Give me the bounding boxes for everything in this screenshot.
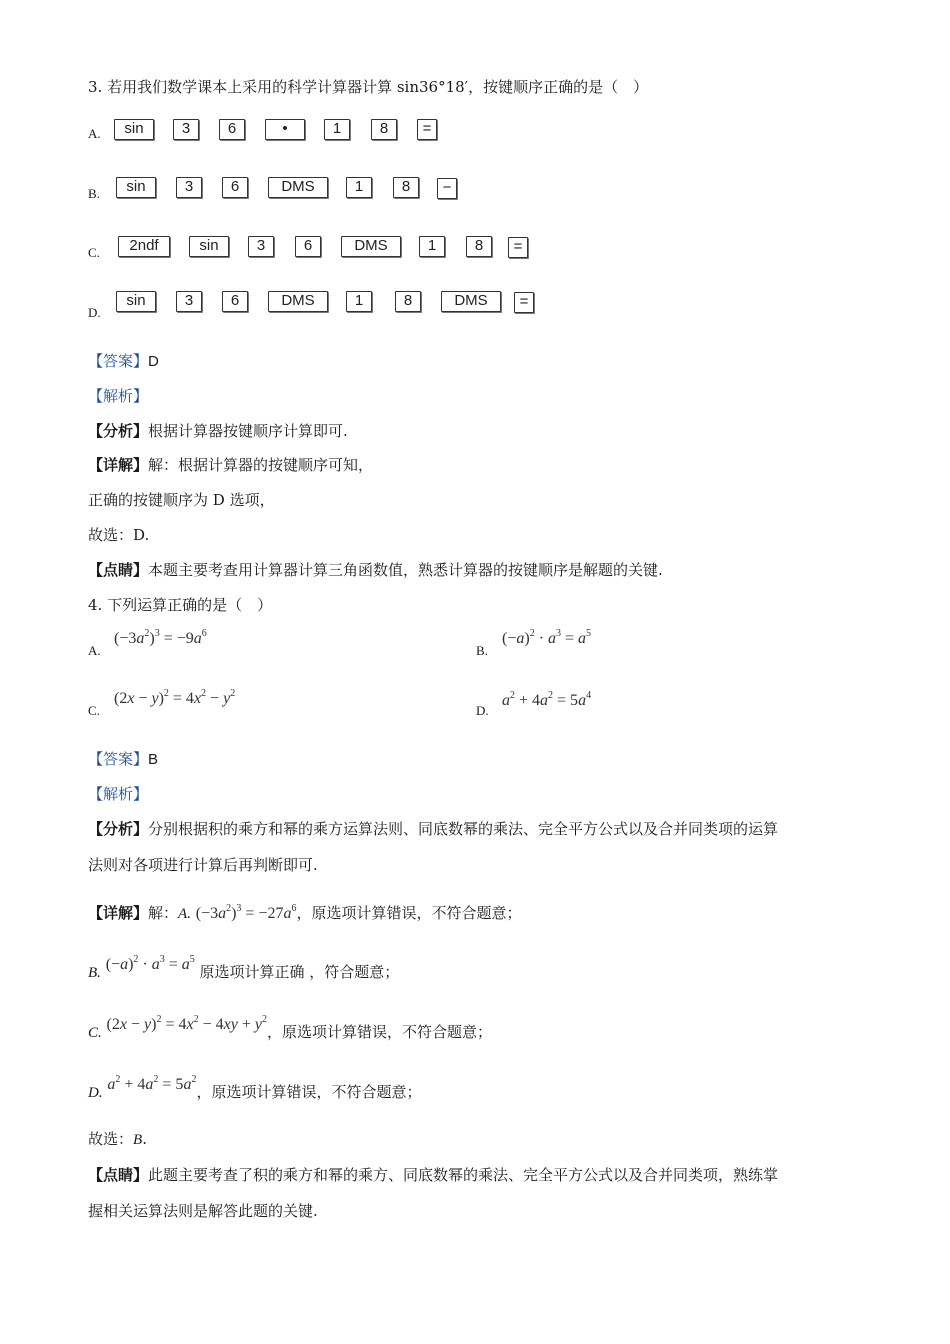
- detail-c-letter: C.: [88, 1025, 102, 1041]
- q4-option-c-letter: C.: [88, 703, 100, 718]
- detail-b-letter: B.: [88, 965, 101, 981]
- detail-prefix: 解：: [148, 904, 179, 922]
- key-dot: •: [265, 119, 305, 140]
- q3-option-b-letter: B.: [88, 186, 100, 201]
- dianjing-text: 此题主要考查了积的乘方和幂的乘方、同底数幂的乘法、完全平方公式以及合并同类项，熟练掌: [148, 1166, 779, 1184]
- q3-detail-line2: 正确的按键顺序为 D 选项，: [88, 491, 275, 509]
- detail-a-text: ，原选项计算错误，不符合题意；: [296, 904, 522, 922]
- choose-prefix: 故选：: [88, 1130, 134, 1148]
- key-sin: sin: [116, 177, 156, 198]
- q4-option-d-letter: D.: [476, 703, 489, 718]
- detail-c-formula: $(2x - y)^2 = 4x^2 - 4xy + y^2$: [106, 1014, 267, 1033]
- q3-choose: 故选：D.: [88, 526, 150, 544]
- key-3: 3: [248, 236, 274, 257]
- q4-option-a-letter: A.: [88, 643, 101, 658]
- fenxi-text: 根据计算器按键顺序计算即可.: [148, 422, 348, 440]
- q4-analysis-tag: 【解析】: [88, 785, 149, 803]
- q4-option-d-formula: $a^2 + 4a^2 = 5a^4$: [502, 690, 592, 709]
- key-sin: sin: [116, 291, 156, 312]
- key-equals: =: [417, 119, 437, 140]
- key-minus: −: [437, 178, 457, 199]
- key-6: 6: [219, 119, 245, 140]
- key-1: 1: [324, 119, 350, 140]
- q4-fenxi-line2: 法则对各项进行计算后再判断即可.: [88, 856, 318, 874]
- choose-suffix: .: [142, 1130, 147, 1148]
- key-8: 8: [393, 177, 419, 198]
- q4-option-b-letter: B.: [476, 643, 488, 658]
- choose-letter: B: [133, 1132, 143, 1148]
- detail-d-text: ，原选项计算错误，不符合题意；: [196, 1083, 422, 1101]
- q4-option-c-formula: $(2x - y)^2 = 4x^2 - y^2$: [114, 688, 236, 707]
- q3-dianjing: [88, 559, 663, 580]
- fenxi-text: 分别根据积的乘方和幂的乘方运算法则、同底数幂的乘法、完全平方公式以及合并同类项的运算: [148, 820, 779, 838]
- key-1: 1: [419, 236, 445, 257]
- key-3: 3: [173, 119, 199, 140]
- q4-dianjing-line2: 握相关运算法则是解答此题的关键.: [88, 1202, 318, 1220]
- detail-b-formula: $(-a)^2 \cdot a^3 = a^5$: [105, 954, 195, 973]
- key-8: 8: [395, 291, 421, 312]
- key-2ndf: 2ndf: [118, 236, 170, 257]
- fenxi-tag: 【分析】: [88, 422, 149, 440]
- key-8: 8: [466, 236, 492, 257]
- dianjing-tag: 【点睛】: [88, 561, 149, 579]
- detail-tag: 【详解】: [88, 456, 149, 474]
- detail-b-text: 原选项计算正确 ，符合题意；: [199, 963, 400, 981]
- detail-text: 解：根据计算器的按键顺序可知，: [148, 456, 374, 474]
- detail-tag: 【详解】: [88, 904, 149, 922]
- q3-answer: [88, 350, 159, 371]
- q4-detail-b: [88, 954, 400, 982]
- q4-option-b-formula: $(-a)^2 \cdot a^3 = a^5$: [502, 628, 592, 647]
- detail-a-formula: $(-3a^2)^3 = -27a^6$: [195, 903, 297, 922]
- key-dms: DMS: [341, 236, 401, 257]
- key-1: 1: [346, 177, 372, 198]
- answer-value: B: [148, 751, 159, 768]
- detail-d-letter: D.: [88, 1085, 103, 1101]
- q4-choose: [88, 1128, 147, 1149]
- detail-d-formula: $a^2 + 4a^2 = 5a^2$: [107, 1074, 197, 1093]
- dianjing-tag: 【点睛】: [88, 1166, 149, 1184]
- q4-fenxi: [88, 818, 778, 839]
- answer-value: D: [148, 353, 159, 370]
- q3-option-d-letter: D.: [88, 305, 101, 320]
- key-sin: sin: [189, 236, 229, 257]
- detail-c-text: ，原选项计算错误，不符合题意；: [266, 1023, 492, 1041]
- q3-detail: [88, 454, 373, 475]
- q4-stem: 4. 下列运算正确的是（ ）: [88, 596, 273, 614]
- q3-option-a-letter: A.: [88, 126, 101, 141]
- key-dms: DMS: [441, 291, 501, 312]
- answer-tag: 【答案】: [88, 352, 149, 370]
- key-sin: sin: [114, 119, 154, 140]
- key-6: 6: [222, 291, 248, 312]
- q4-dianjing: [88, 1164, 778, 1185]
- q3-analysis-tag: 【解析】: [88, 387, 149, 405]
- key-8: 8: [371, 119, 397, 140]
- q3-fenxi: [88, 420, 348, 441]
- q4-answer: [88, 748, 158, 769]
- answer-tag: 【答案】: [88, 750, 149, 768]
- key-6: 6: [222, 177, 248, 198]
- key-1: 1: [346, 291, 372, 312]
- key-3: 3: [176, 177, 202, 198]
- q3-option-c-letter: C.: [88, 245, 100, 260]
- fenxi-tag: 【分析】: [88, 820, 149, 838]
- q4-detail-a: [88, 902, 521, 923]
- key-equals: =: [508, 237, 528, 258]
- detail-a-letter: A.: [178, 906, 191, 922]
- dianjing-text: 本题主要考查用计算器计算三角函数值，熟悉计算器的按键顺序是解题的关键.: [148, 561, 663, 579]
- q4-option-a-formula: $(-3a^2)^3 = -9a^6$: [114, 628, 207, 647]
- key-dms: DMS: [268, 291, 328, 312]
- key-6: 6: [295, 236, 321, 257]
- q3-stem: 3. 若用我们数学课本上采用的科学计算器计算 sin36°18′，按键顺序正确的是（ ）: [88, 78, 649, 96]
- key-equals: =: [514, 292, 534, 313]
- key-dms: DMS: [268, 177, 328, 198]
- key-3: 3: [176, 291, 202, 312]
- q4-detail-d: [88, 1074, 422, 1102]
- q4-detail-c: [88, 1014, 492, 1042]
